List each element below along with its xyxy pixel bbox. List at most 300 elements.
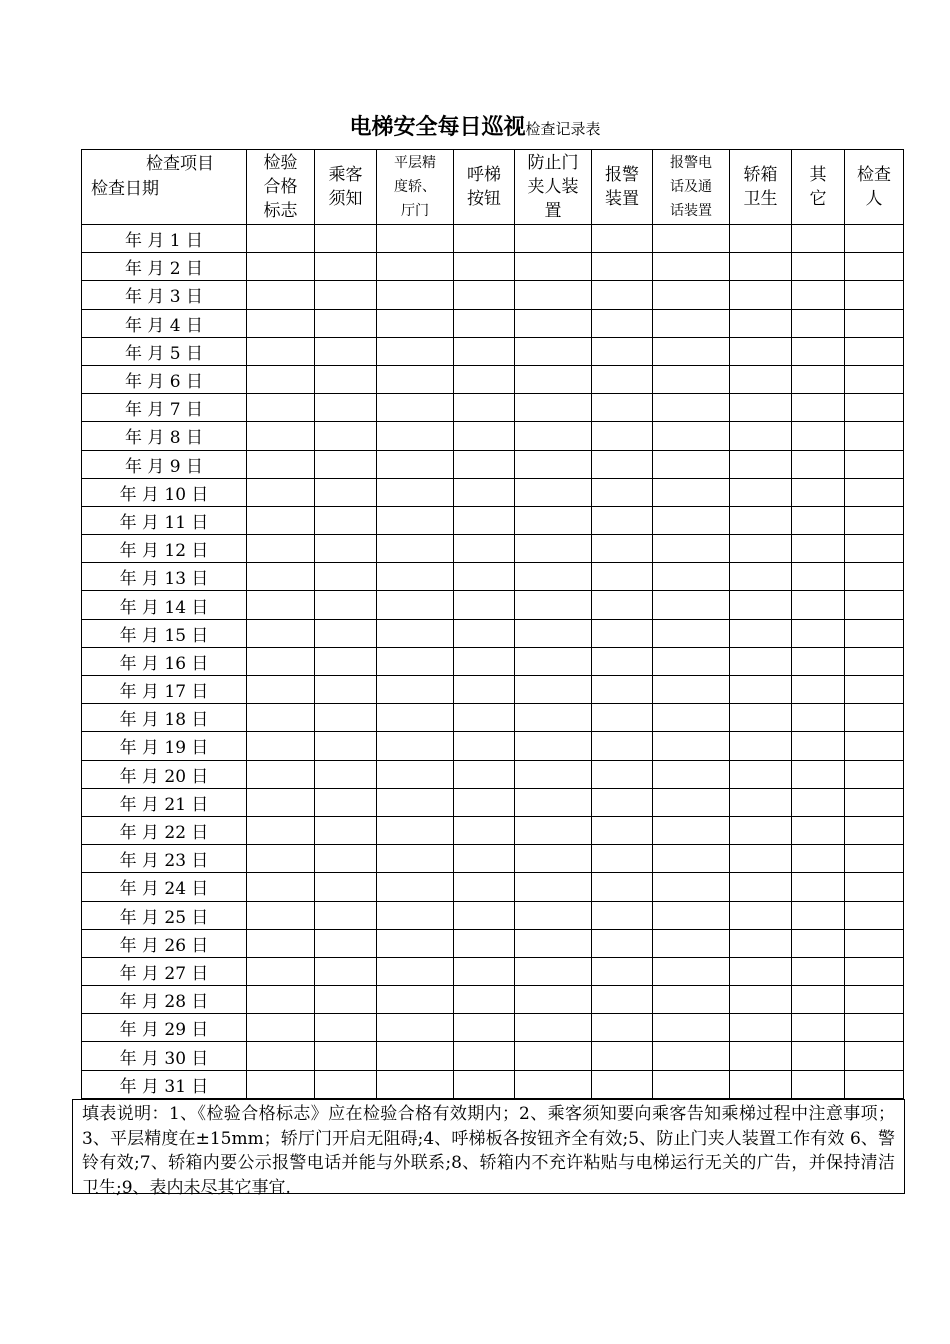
check-cell[interactable] bbox=[592, 957, 653, 985]
check-cell[interactable] bbox=[315, 365, 377, 393]
check-cell[interactable] bbox=[592, 591, 653, 619]
check-cell[interactable] bbox=[592, 563, 653, 591]
check-cell[interactable] bbox=[792, 845, 845, 873]
check-cell[interactable] bbox=[730, 647, 792, 675]
check-cell[interactable] bbox=[377, 873, 454, 901]
check-cell[interactable] bbox=[792, 873, 845, 901]
check-cell[interactable] bbox=[592, 901, 653, 929]
check-cell[interactable] bbox=[454, 281, 515, 309]
check-cell[interactable] bbox=[247, 281, 315, 309]
check-cell[interactable] bbox=[515, 788, 592, 816]
check-cell[interactable] bbox=[315, 676, 377, 704]
check-cell[interactable] bbox=[730, 845, 792, 873]
check-cell[interactable] bbox=[792, 1014, 845, 1042]
check-cell[interactable] bbox=[515, 365, 592, 393]
check-cell[interactable] bbox=[247, 365, 315, 393]
check-cell[interactable] bbox=[730, 365, 792, 393]
check-cell[interactable] bbox=[592, 845, 653, 873]
check-cell[interactable] bbox=[247, 788, 315, 816]
check-cell[interactable] bbox=[247, 337, 315, 365]
check-cell[interactable] bbox=[377, 535, 454, 563]
check-cell[interactable] bbox=[454, 816, 515, 844]
check-cell[interactable] bbox=[247, 845, 315, 873]
check-cell[interactable] bbox=[377, 845, 454, 873]
check-cell[interactable] bbox=[247, 732, 315, 760]
check-cell[interactable] bbox=[730, 506, 792, 534]
check-cell[interactable] bbox=[730, 563, 792, 591]
check-cell[interactable] bbox=[592, 394, 653, 422]
check-cell[interactable] bbox=[454, 422, 515, 450]
check-cell[interactable] bbox=[377, 901, 454, 929]
check-cell[interactable] bbox=[377, 986, 454, 1014]
check-cell[interactable] bbox=[653, 760, 730, 788]
check-cell[interactable] bbox=[315, 253, 377, 281]
check-cell[interactable] bbox=[377, 676, 454, 704]
check-cell[interactable] bbox=[247, 1014, 315, 1042]
check-cell[interactable] bbox=[653, 394, 730, 422]
check-cell[interactable] bbox=[377, 647, 454, 675]
check-cell[interactable] bbox=[653, 957, 730, 985]
check-cell[interactable] bbox=[515, 619, 592, 647]
check-cell[interactable] bbox=[845, 394, 904, 422]
check-cell[interactable] bbox=[515, 478, 592, 506]
check-cell[interactable] bbox=[247, 929, 315, 957]
check-cell[interactable] bbox=[730, 253, 792, 281]
check-cell[interactable] bbox=[515, 760, 592, 788]
check-cell[interactable] bbox=[730, 732, 792, 760]
check-cell[interactable] bbox=[592, 816, 653, 844]
check-cell[interactable] bbox=[592, 929, 653, 957]
check-cell[interactable] bbox=[653, 365, 730, 393]
check-cell[interactable] bbox=[730, 929, 792, 957]
check-cell[interactable] bbox=[592, 619, 653, 647]
check-cell[interactable] bbox=[515, 225, 592, 253]
check-cell[interactable] bbox=[592, 422, 653, 450]
check-cell[interactable] bbox=[845, 478, 904, 506]
check-cell[interactable] bbox=[845, 365, 904, 393]
check-cell[interactable] bbox=[377, 1014, 454, 1042]
check-cell[interactable] bbox=[377, 816, 454, 844]
check-cell[interactable] bbox=[377, 563, 454, 591]
check-cell[interactable] bbox=[845, 873, 904, 901]
check-cell[interactable] bbox=[454, 506, 515, 534]
check-cell[interactable] bbox=[315, 845, 377, 873]
check-cell[interactable] bbox=[792, 619, 845, 647]
check-cell[interactable] bbox=[653, 647, 730, 675]
check-cell[interactable] bbox=[653, 704, 730, 732]
check-cell[interactable] bbox=[592, 1042, 653, 1070]
check-cell[interactable] bbox=[454, 873, 515, 901]
check-cell[interactable] bbox=[653, 619, 730, 647]
check-cell[interactable] bbox=[592, 506, 653, 534]
check-cell[interactable] bbox=[315, 309, 377, 337]
check-cell[interactable] bbox=[515, 309, 592, 337]
check-cell[interactable] bbox=[247, 591, 315, 619]
check-cell[interactable] bbox=[792, 253, 845, 281]
check-cell[interactable] bbox=[515, 732, 592, 760]
check-cell[interactable] bbox=[515, 1070, 592, 1098]
check-cell[interactable] bbox=[247, 704, 315, 732]
check-cell[interactable] bbox=[515, 704, 592, 732]
check-cell[interactable] bbox=[730, 1042, 792, 1070]
check-cell[interactable] bbox=[454, 225, 515, 253]
check-cell[interactable] bbox=[247, 873, 315, 901]
check-cell[interactable] bbox=[315, 535, 377, 563]
check-cell[interactable] bbox=[454, 394, 515, 422]
check-cell[interactable] bbox=[315, 816, 377, 844]
check-cell[interactable] bbox=[653, 253, 730, 281]
check-cell[interactable] bbox=[845, 506, 904, 534]
check-cell[interactable] bbox=[592, 309, 653, 337]
check-cell[interactable] bbox=[592, 535, 653, 563]
check-cell[interactable] bbox=[377, 704, 454, 732]
check-cell[interactable] bbox=[315, 478, 377, 506]
check-cell[interactable] bbox=[730, 281, 792, 309]
check-cell[interactable] bbox=[377, 225, 454, 253]
check-cell[interactable] bbox=[730, 957, 792, 985]
check-cell[interactable] bbox=[377, 253, 454, 281]
check-cell[interactable] bbox=[377, 506, 454, 534]
check-cell[interactable] bbox=[247, 816, 315, 844]
check-cell[interactable] bbox=[247, 450, 315, 478]
check-cell[interactable] bbox=[315, 1014, 377, 1042]
check-cell[interactable] bbox=[515, 901, 592, 929]
check-cell[interactable] bbox=[247, 225, 315, 253]
check-cell[interactable] bbox=[592, 253, 653, 281]
check-cell[interactable] bbox=[515, 281, 592, 309]
check-cell[interactable] bbox=[592, 760, 653, 788]
check-cell[interactable] bbox=[247, 1042, 315, 1070]
check-cell[interactable] bbox=[515, 253, 592, 281]
check-cell[interactable] bbox=[792, 676, 845, 704]
check-cell[interactable] bbox=[377, 732, 454, 760]
check-cell[interactable] bbox=[315, 337, 377, 365]
check-cell[interactable] bbox=[315, 760, 377, 788]
check-cell[interactable] bbox=[315, 986, 377, 1014]
check-cell[interactable] bbox=[377, 309, 454, 337]
check-cell[interactable] bbox=[845, 704, 904, 732]
check-cell[interactable] bbox=[845, 1042, 904, 1070]
check-cell[interactable] bbox=[792, 760, 845, 788]
check-cell[interactable] bbox=[377, 929, 454, 957]
check-cell[interactable] bbox=[845, 422, 904, 450]
check-cell[interactable] bbox=[247, 253, 315, 281]
check-cell[interactable] bbox=[792, 957, 845, 985]
check-cell[interactable] bbox=[315, 704, 377, 732]
check-cell[interactable] bbox=[592, 225, 653, 253]
check-cell[interactable] bbox=[730, 422, 792, 450]
check-cell[interactable] bbox=[730, 816, 792, 844]
check-cell[interactable] bbox=[315, 619, 377, 647]
check-cell[interactable] bbox=[247, 957, 315, 985]
check-cell[interactable] bbox=[653, 450, 730, 478]
check-cell[interactable] bbox=[454, 253, 515, 281]
check-cell[interactable] bbox=[792, 591, 845, 619]
check-cell[interactable] bbox=[730, 1014, 792, 1042]
check-cell[interactable] bbox=[247, 478, 315, 506]
check-cell[interactable] bbox=[247, 422, 315, 450]
check-cell[interactable] bbox=[792, 647, 845, 675]
check-cell[interactable] bbox=[845, 619, 904, 647]
check-cell[interactable] bbox=[247, 506, 315, 534]
check-cell[interactable] bbox=[454, 478, 515, 506]
check-cell[interactable] bbox=[730, 535, 792, 563]
check-cell[interactable] bbox=[454, 704, 515, 732]
check-cell[interactable] bbox=[377, 788, 454, 816]
check-cell[interactable] bbox=[792, 816, 845, 844]
check-cell[interactable] bbox=[792, 535, 845, 563]
check-cell[interactable] bbox=[653, 845, 730, 873]
check-cell[interactable] bbox=[454, 535, 515, 563]
check-cell[interactable] bbox=[653, 225, 730, 253]
check-cell[interactable] bbox=[515, 873, 592, 901]
check-cell[interactable] bbox=[515, 1014, 592, 1042]
check-cell[interactable] bbox=[845, 1070, 904, 1098]
check-cell[interactable] bbox=[515, 986, 592, 1014]
check-cell[interactable] bbox=[454, 957, 515, 985]
check-cell[interactable] bbox=[247, 647, 315, 675]
check-cell[interactable] bbox=[653, 732, 730, 760]
check-cell[interactable] bbox=[792, 422, 845, 450]
check-cell[interactable] bbox=[592, 450, 653, 478]
check-cell[interactable] bbox=[592, 1070, 653, 1098]
check-cell[interactable] bbox=[845, 986, 904, 1014]
check-cell[interactable] bbox=[315, 929, 377, 957]
check-cell[interactable] bbox=[315, 450, 377, 478]
check-cell[interactable] bbox=[377, 760, 454, 788]
check-cell[interactable] bbox=[592, 478, 653, 506]
check-cell[interactable] bbox=[792, 704, 845, 732]
check-cell[interactable] bbox=[792, 732, 845, 760]
check-cell[interactable] bbox=[730, 704, 792, 732]
check-cell[interactable] bbox=[653, 1014, 730, 1042]
check-cell[interactable] bbox=[653, 535, 730, 563]
check-cell[interactable] bbox=[454, 986, 515, 1014]
check-cell[interactable] bbox=[730, 394, 792, 422]
check-cell[interactable] bbox=[730, 478, 792, 506]
check-cell[interactable] bbox=[845, 788, 904, 816]
check-cell[interactable] bbox=[377, 478, 454, 506]
check-cell[interactable] bbox=[315, 422, 377, 450]
check-cell[interactable] bbox=[377, 365, 454, 393]
check-cell[interactable] bbox=[792, 506, 845, 534]
check-cell[interactable] bbox=[377, 957, 454, 985]
check-cell[interactable] bbox=[515, 591, 592, 619]
check-cell[interactable] bbox=[515, 337, 592, 365]
check-cell[interactable] bbox=[730, 873, 792, 901]
check-cell[interactable] bbox=[592, 647, 653, 675]
check-cell[interactable] bbox=[515, 535, 592, 563]
check-cell[interactable] bbox=[792, 309, 845, 337]
check-cell[interactable] bbox=[454, 732, 515, 760]
check-cell[interactable] bbox=[247, 309, 315, 337]
check-cell[interactable] bbox=[454, 450, 515, 478]
check-cell[interactable] bbox=[377, 422, 454, 450]
check-cell[interactable] bbox=[247, 394, 315, 422]
check-cell[interactable] bbox=[454, 619, 515, 647]
check-cell[interactable] bbox=[315, 506, 377, 534]
check-cell[interactable] bbox=[845, 253, 904, 281]
check-cell[interactable] bbox=[845, 845, 904, 873]
check-cell[interactable] bbox=[792, 563, 845, 591]
check-cell[interactable] bbox=[454, 591, 515, 619]
check-cell[interactable] bbox=[454, 760, 515, 788]
check-cell[interactable] bbox=[315, 591, 377, 619]
check-cell[interactable] bbox=[792, 394, 845, 422]
check-cell[interactable] bbox=[845, 563, 904, 591]
check-cell[interactable] bbox=[592, 337, 653, 365]
check-cell[interactable] bbox=[845, 337, 904, 365]
check-cell[interactable] bbox=[315, 225, 377, 253]
check-cell[interactable] bbox=[315, 901, 377, 929]
check-cell[interactable] bbox=[315, 1042, 377, 1070]
check-cell[interactable] bbox=[247, 1070, 315, 1098]
check-cell[interactable] bbox=[845, 760, 904, 788]
check-cell[interactable] bbox=[315, 394, 377, 422]
check-cell[interactable] bbox=[653, 788, 730, 816]
check-cell[interactable] bbox=[845, 535, 904, 563]
check-cell[interactable] bbox=[653, 309, 730, 337]
check-cell[interactable] bbox=[315, 957, 377, 985]
check-cell[interactable] bbox=[515, 450, 592, 478]
check-cell[interactable] bbox=[515, 563, 592, 591]
check-cell[interactable] bbox=[247, 535, 315, 563]
check-cell[interactable] bbox=[592, 704, 653, 732]
check-cell[interactable] bbox=[377, 394, 454, 422]
check-cell[interactable] bbox=[454, 901, 515, 929]
check-cell[interactable] bbox=[315, 1070, 377, 1098]
check-cell[interactable] bbox=[454, 563, 515, 591]
check-cell[interactable] bbox=[653, 591, 730, 619]
check-cell[interactable] bbox=[377, 450, 454, 478]
check-cell[interactable] bbox=[730, 619, 792, 647]
check-cell[interactable] bbox=[792, 365, 845, 393]
check-cell[interactable] bbox=[454, 647, 515, 675]
check-cell[interactable] bbox=[792, 901, 845, 929]
check-cell[interactable] bbox=[247, 760, 315, 788]
check-cell[interactable] bbox=[792, 281, 845, 309]
check-cell[interactable] bbox=[653, 873, 730, 901]
check-cell[interactable] bbox=[515, 1042, 592, 1070]
check-cell[interactable] bbox=[454, 1042, 515, 1070]
check-cell[interactable] bbox=[454, 929, 515, 957]
check-cell[interactable] bbox=[515, 394, 592, 422]
check-cell[interactable] bbox=[592, 676, 653, 704]
check-cell[interactable] bbox=[315, 873, 377, 901]
check-cell[interactable] bbox=[730, 986, 792, 1014]
check-cell[interactable] bbox=[653, 281, 730, 309]
check-cell[interactable] bbox=[315, 788, 377, 816]
check-cell[interactable] bbox=[845, 591, 904, 619]
check-cell[interactable] bbox=[454, 337, 515, 365]
check-cell[interactable] bbox=[792, 986, 845, 1014]
check-cell[interactable] bbox=[730, 337, 792, 365]
check-cell[interactable] bbox=[247, 563, 315, 591]
check-cell[interactable] bbox=[792, 788, 845, 816]
check-cell[interactable] bbox=[730, 450, 792, 478]
check-cell[interactable] bbox=[377, 619, 454, 647]
check-cell[interactable] bbox=[315, 563, 377, 591]
check-cell[interactable] bbox=[845, 929, 904, 957]
check-cell[interactable] bbox=[454, 1070, 515, 1098]
check-cell[interactable] bbox=[845, 647, 904, 675]
check-cell[interactable] bbox=[792, 1042, 845, 1070]
check-cell[interactable] bbox=[845, 450, 904, 478]
check-cell[interactable] bbox=[515, 506, 592, 534]
check-cell[interactable] bbox=[845, 816, 904, 844]
check-cell[interactable] bbox=[653, 929, 730, 957]
check-cell[interactable] bbox=[730, 591, 792, 619]
check-cell[interactable] bbox=[845, 309, 904, 337]
check-cell[interactable] bbox=[377, 591, 454, 619]
check-cell[interactable] bbox=[247, 901, 315, 929]
check-cell[interactable] bbox=[247, 676, 315, 704]
check-cell[interactable] bbox=[653, 563, 730, 591]
check-cell[interactable] bbox=[730, 760, 792, 788]
check-cell[interactable] bbox=[247, 619, 315, 647]
check-cell[interactable] bbox=[515, 929, 592, 957]
check-cell[interactable] bbox=[653, 478, 730, 506]
check-cell[interactable] bbox=[592, 365, 653, 393]
check-cell[interactable] bbox=[730, 676, 792, 704]
check-cell[interactable] bbox=[845, 1014, 904, 1042]
check-cell[interactable] bbox=[454, 788, 515, 816]
check-cell[interactable] bbox=[592, 873, 653, 901]
check-cell[interactable] bbox=[792, 225, 845, 253]
check-cell[interactable] bbox=[653, 422, 730, 450]
check-cell[interactable] bbox=[315, 281, 377, 309]
check-cell[interactable] bbox=[377, 281, 454, 309]
check-cell[interactable] bbox=[515, 647, 592, 675]
check-cell[interactable] bbox=[653, 1042, 730, 1070]
check-cell[interactable] bbox=[592, 1014, 653, 1042]
check-cell[interactable] bbox=[730, 225, 792, 253]
check-cell[interactable] bbox=[730, 1070, 792, 1098]
check-cell[interactable] bbox=[653, 986, 730, 1014]
check-cell[interactable] bbox=[792, 1070, 845, 1098]
check-cell[interactable] bbox=[845, 225, 904, 253]
check-cell[interactable] bbox=[792, 478, 845, 506]
check-cell[interactable] bbox=[792, 450, 845, 478]
check-cell[interactable] bbox=[515, 957, 592, 985]
check-cell[interactable] bbox=[515, 816, 592, 844]
check-cell[interactable] bbox=[730, 309, 792, 337]
check-cell[interactable] bbox=[315, 647, 377, 675]
check-cell[interactable] bbox=[653, 506, 730, 534]
check-cell[interactable] bbox=[592, 732, 653, 760]
check-cell[interactable] bbox=[653, 901, 730, 929]
check-cell[interactable] bbox=[454, 676, 515, 704]
check-cell[interactable] bbox=[454, 1014, 515, 1042]
check-cell[interactable] bbox=[592, 281, 653, 309]
check-cell[interactable] bbox=[454, 845, 515, 873]
check-cell[interactable] bbox=[653, 337, 730, 365]
check-cell[interactable] bbox=[845, 676, 904, 704]
check-cell[interactable] bbox=[247, 986, 315, 1014]
check-cell[interactable] bbox=[845, 732, 904, 760]
check-cell[interactable] bbox=[377, 337, 454, 365]
check-cell[interactable] bbox=[515, 845, 592, 873]
check-cell[interactable] bbox=[454, 309, 515, 337]
check-cell[interactable] bbox=[792, 337, 845, 365]
check-cell[interactable] bbox=[377, 1042, 454, 1070]
check-cell[interactable] bbox=[845, 281, 904, 309]
check-cell[interactable] bbox=[515, 676, 592, 704]
check-cell[interactable] bbox=[592, 986, 653, 1014]
check-cell[interactable] bbox=[653, 1070, 730, 1098]
check-cell[interactable] bbox=[454, 365, 515, 393]
check-cell[interactable] bbox=[730, 901, 792, 929]
